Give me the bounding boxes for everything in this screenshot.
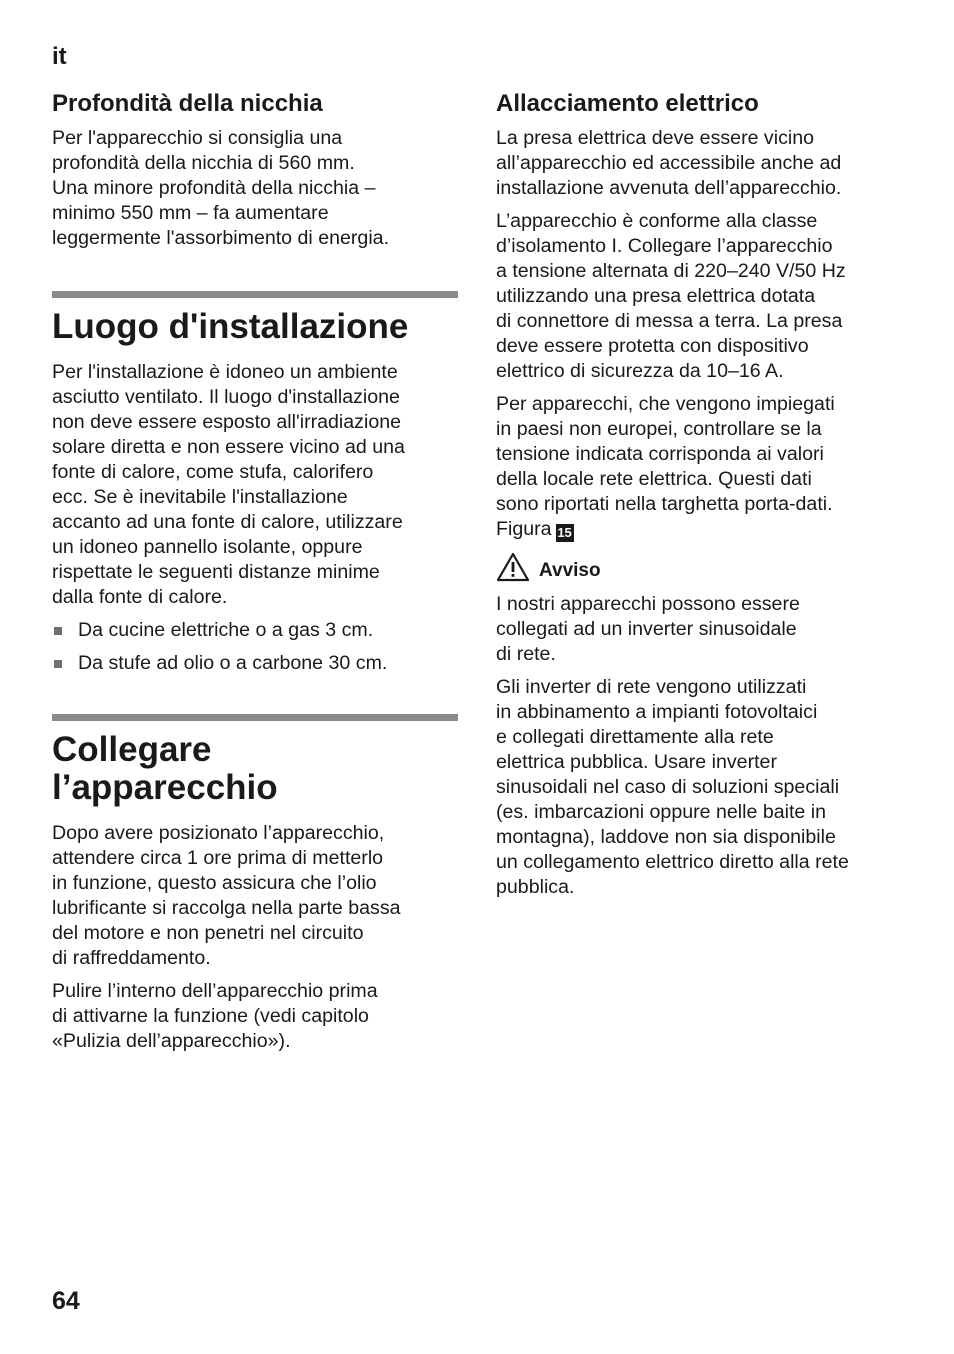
list-item-text: Da cucine elettriche o a gas 3 cm. (78, 619, 374, 641)
niche-depth-heading: Profondità della nicchia (52, 90, 323, 117)
electrical-text-3-body: Per apparecchi, che vengono impiegati in paesi non europei, controllare se la tensione indicata corrisponda ai valori della locale rete elettrica. Questi dati sono riportati nella targhetta porta-dati. Figura (496, 393, 835, 540)
connect-text-1: Dopo avere posizionato l’apparecchio, attendere circa 1 ore prima di metterlo in funzione, questo assicura che l’olio lubrificante si raccolga nella parte bassa del motore e non penetri nel circuito di raffreddamento. (52, 822, 401, 969)
connect-section (52, 714, 458, 1054)
electrical-text-3 (496, 392, 906, 542)
right-column (496, 88, 906, 908)
figure-reference-badge: 15 (557, 525, 572, 540)
distance-list (52, 618, 458, 676)
bullet-square-icon (54, 660, 62, 668)
electrical-text-2: L’apparecchio è conforme alla classe d’isolamento I. Collegare l’apparecchio a tensione alternata di 220–240 V/50 Hz utilizzando una presa elettrica dotata di connettore di messa a terra. La presa deve essere protetta con dispositivo elettrico di sicurezza da 10–16 A. (496, 210, 846, 382)
language-code: it (52, 43, 67, 70)
list-item-text: Da stufe ad olio o a carbone 30 cm. (78, 652, 388, 674)
electrical-text-1: La presa elettrica deve essere vicino all’apparecchio ed accessibile anche ad installazione avvenuta dell’apparecchio. (496, 127, 842, 199)
warning-triangle-icon (496, 552, 530, 582)
connect-heading: Collegare l’apparecchio (52, 730, 278, 807)
left-column (52, 88, 458, 1062)
bullet-square-icon (54, 627, 62, 635)
niche-depth-section (52, 88, 458, 251)
warning-text-1: I nostri apparecchi possono essere collegati ad un inverter sinusoidale di rete. (496, 593, 800, 665)
list-item (52, 651, 458, 676)
niche-depth-text: Per l'apparecchio si consiglia una profondità della nicchia di 560 mm. Una minore profondità della nicchia – minimo 550 mm – fa aumentare leggermente l'assorbimento di energia. (52, 127, 390, 249)
connect-text-2: Pulire l’interno dell’apparecchio prima di attivarne la funzione (vedi capitolo «Pulizia dell’apparecchio»). (52, 980, 378, 1052)
warning-section (496, 552, 906, 900)
installation-text: Per l'installazione è idoneo un ambiente asciutto ventilato. Il luogo d'installazione non deve essere esposto all'irradiazione solare diretta e non essere vicino ad una fonte di calore, come stufa, calorifero ecc. Se è inevitabile l'installazione accanto ad una fonte di calore, utilizzare un idoneo pannello isolante, oppure rispettate le seguenti distanze minime dalla fonte di calore. (52, 361, 405, 608)
electrical-heading: Allacciamento elettrico (496, 90, 759, 117)
installation-section (52, 291, 458, 676)
list-item (52, 618, 458, 643)
installation-heading: Luogo d'installazione (52, 307, 409, 346)
electrical-section (496, 88, 906, 542)
warning-text-2: Gli inverter di rete vengono utilizzati in abbinamento a impianti fotovoltaici e collegati direttamente alla rete elettrica pubblica. Usare inverter sinusoidali nel caso di soluzioni speciali (es. imbarcazioni oppure nelle baite in montagna), laddove non sia disponibile un collegamento elettrico diretto alla rete pubblica. (496, 676, 849, 898)
page-number: 64 (52, 1287, 80, 1315)
warning-label: Avviso (539, 560, 601, 581)
warning-header (496, 552, 906, 582)
